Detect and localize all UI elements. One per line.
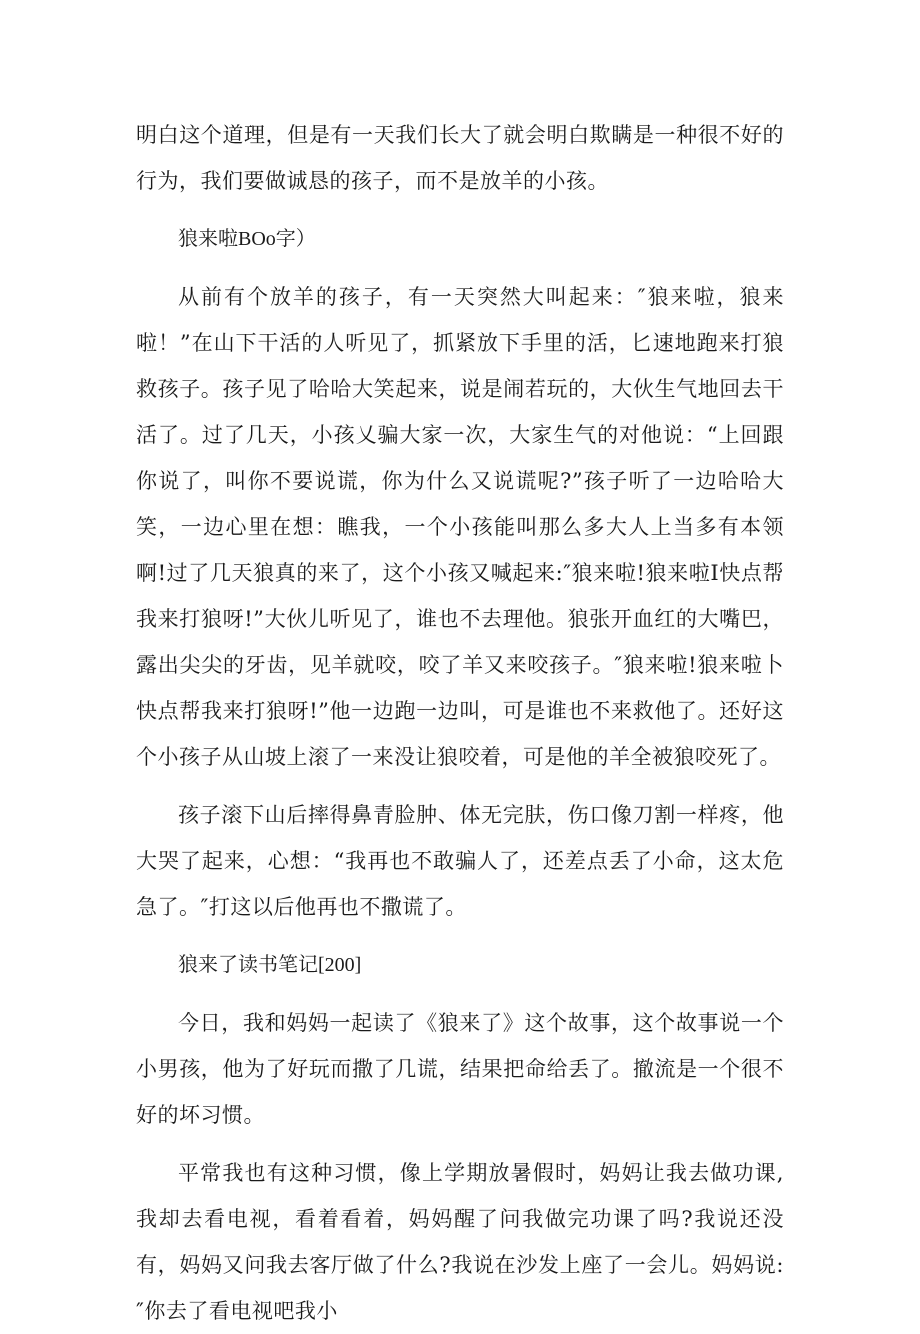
story-paragraph-1: 从前有个放羊的孩子，有一天突然大叫起来：″狼来啦，狼来啦！”在山下干活的人听见了，抓紧放下手里的活，匕速地跑来打狼救孩子。孩子见了哈哈大笑起来，说是闹若玩的，大伙生气地回去干活了。过了几天，小孩乂骗大家一次，大家生气的对他说：“上回跟你说了，叫你不要说谎，你为什么又说谎呢?”孩子听了一边哈哈大笑，一边心里在想：瞧我，一个小孩能叫那么多大人上当多有本领啊!过了几天狼真的来了，这个小孩又喊起来:″狼来啦!狼来啦I快点帮我来打狼呀!”大伙儿听见了，谁也不去理他。狼张开血红的大嘴巴，露出尖尖的牙齿，见羊就咬，咬了羊又来咬孩子。″狼来啦!狼来啦卜快点帮我来打狼呀!”他一边跑一边叫，可是谁也不来救他了。还好这个小孩子从山坡上滚了一来没让狼咬着，可是他的羊全被狼咬死了。 [136,285,784,769]
spacer [136,204,784,216]
notes-paragraph-2: 平常我也有这种习惯，像上学期放暑假时，妈妈让我去做功课,我却去看电视，看着看着，妈妈醒了问我做完功课了吗?我说还没有，妈妈又问我去客厅做了什么?我说在沙发上座了一会儿。妈妈说:″你去了看电视吧我小 [136,1161,784,1323]
notes-paragraph-1: 今日，我和妈妈一起读了《狼来了》这个故事，这个故事说一个小男孩，他为了好玩而撒了几谎，结果把命给丢了。撤流是一个很不好的坏习惯。 [136,1011,784,1127]
spacer [136,930,784,942]
section-heading-reading-notes: 狼来了读书笔记[200] [178,954,362,976]
spacer [136,262,784,274]
document-page [136,112,784,1334]
spacer [136,780,784,792]
spacer [136,988,784,1000]
intro-paragraph: 明白这个道理，但是有一天我们长大了就会明白欺瞒是一种很不好的行为，我们要做诚恳的孩子，而不是放羊的小孩。 [136,123,784,193]
spacer [136,1138,784,1150]
section-heading-wolf-story: 狼来啦BOo字） [178,228,316,250]
story-paragraph-2: 孩子滚下山后摔得鼻青脸肿、体无完肤，伤口像刀割一样疼，他大哭了起来，心想：“我再也不敢骗人了，还差点丢了小命，这太危急了。″打这以后他再也不撒谎了。 [136,803,784,919]
